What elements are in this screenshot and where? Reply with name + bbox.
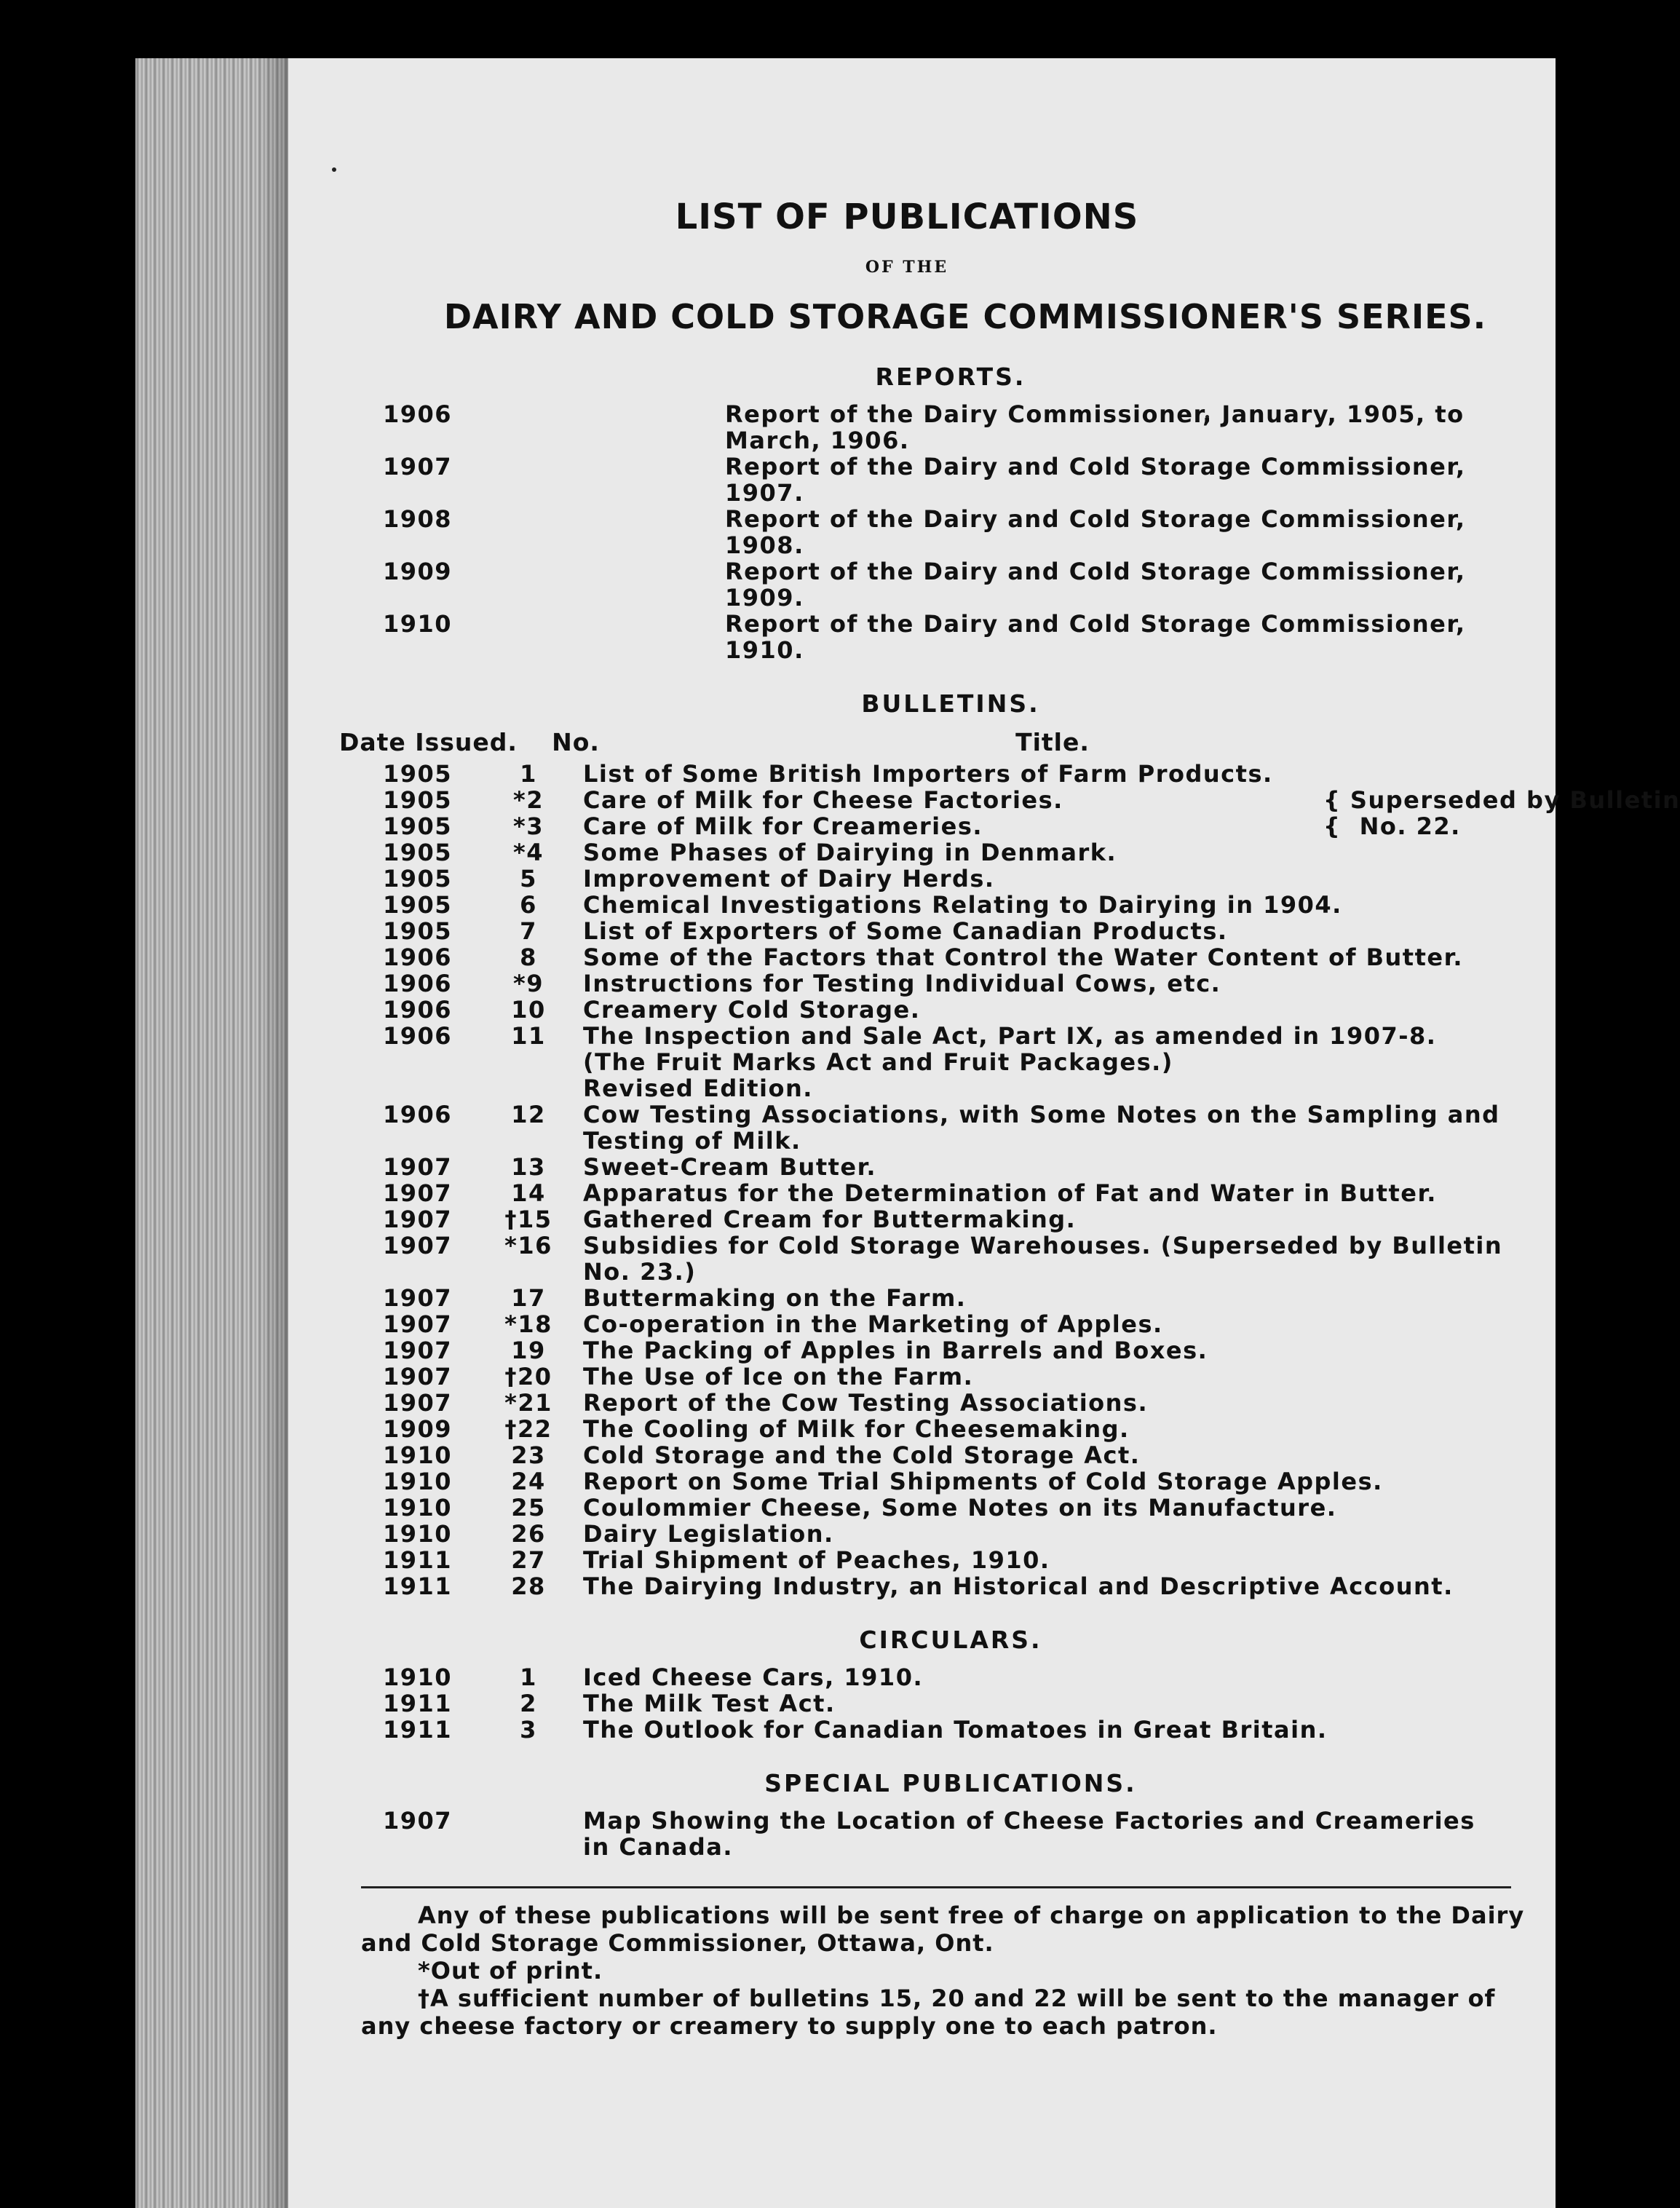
publication-row: [361, 1311, 1540, 1337]
bulletins-heading: BULLETINS.: [861, 689, 1040, 718]
publication-year: 1905: [382, 786, 453, 814]
publication-row: [361, 1101, 1540, 1154]
publication-number: 2: [520, 1690, 537, 1717]
publication-year: 1911: [382, 1572, 453, 1600]
publication-title: Report of the Dairy and Cold Storage Commissioner, 1908.: [725, 505, 1466, 559]
publication-title: The Cooling of Milk for Cheesemaking.: [583, 1415, 1130, 1443]
publication-title: Report of the Dairy and Cold Storage Commissioner, 1907.: [725, 453, 1466, 507]
publication-number: *9: [513, 970, 544, 997]
publication-year: 1910: [382, 1663, 453, 1691]
series-title: DAIRY AND COLD STORAGE COMMISSIONER'S SERIES.: [443, 297, 1487, 336]
publication-row: [361, 1416, 1540, 1442]
publication-year: 1911: [382, 1546, 453, 1574]
publication-title: Instructions for Testing Individual Cows, etc.: [583, 970, 1221, 997]
publication-row: [361, 611, 1540, 663]
publication-title: Iced Cheese Cars, 1910.: [583, 1663, 924, 1691]
publication-number: 7: [520, 917, 537, 945]
publication-number: †15: [504, 1206, 552, 1233]
publication-row: [361, 1364, 1540, 1390]
publication-row: [361, 1547, 1540, 1573]
publication-title: The Use of Ice on the Farm.: [583, 1363, 974, 1390]
publication-year: 1907: [382, 1179, 453, 1207]
publication-number: *3: [513, 812, 544, 840]
bulletins-list: [361, 760, 1680, 1600]
publication-row: [361, 454, 1540, 506]
publication-number: 3: [520, 1716, 537, 1744]
publication-title: Coulommier Cheese, Some Notes on its Manufacture.: [583, 1494, 1337, 1522]
publication-number: *18: [504, 1310, 552, 1338]
publication-number: 23: [511, 1441, 546, 1469]
publication-number: 25: [511, 1494, 546, 1522]
publication-year: 1907: [382, 453, 453, 480]
publication-row: [361, 558, 1540, 611]
publication-title: Subsidies for Cold Storage Warehouses. (Superseded by Bulletin No. 23.): [583, 1232, 1503, 1286]
publication-year: 1907: [382, 1310, 453, 1338]
book-binding-edge: [135, 58, 288, 2208]
publication-year: 1906: [382, 970, 453, 997]
publication-year: 1907: [382, 1363, 453, 1390]
publication-title: Dairy Legislation.: [583, 1520, 834, 1548]
publication-year: 1911: [382, 1716, 453, 1744]
publication-title: Care of Milk for Creameries.: [583, 812, 983, 840]
publication-number: 28: [511, 1572, 546, 1600]
publication-year: 1905: [382, 760, 453, 788]
publication-title: List of Exporters of Some Canadian Products.: [583, 917, 1228, 945]
publication-title: Trial Shipment of Peaches, 1910.: [583, 1546, 1050, 1574]
publication-number: 1: [520, 760, 537, 788]
publication-row: [361, 506, 1540, 558]
document-page: [135, 58, 1680, 2208]
publication-row: [361, 1573, 1540, 1599]
publication-year: 1909: [382, 1415, 453, 1443]
paper-speck: [332, 167, 336, 172]
publication-list: [339, 197, 1680, 2040]
publication-title: Report of the Dairy and Cold Storage Commissioner, 1910.: [725, 610, 1466, 664]
publication-year: 1905: [382, 812, 453, 840]
publication-title: Creamery Cold Storage.: [583, 996, 921, 1024]
publication-title: The Outlook for Canadian Tomatoes in Great Britain.: [583, 1716, 1328, 1744]
of-the-label: OF THE: [865, 258, 949, 277]
publication-title: Gathered Cream for Buttermaking.: [583, 1206, 1077, 1233]
publication-year: 1905: [382, 839, 453, 866]
publication-row: [361, 839, 1540, 866]
publication-row: [361, 1023, 1540, 1101]
publication-row: [361, 1717, 1540, 1743]
number-header: No.: [552, 728, 600, 756]
reports-list: [361, 401, 1540, 663]
publication-year: 1907: [382, 1807, 453, 1835]
publication-year: 1910: [382, 610, 453, 638]
publication-year: 1905: [382, 865, 453, 893]
out-of-print-note: *Out of print.: [418, 1957, 603, 1985]
publication-title: Co-operation in the Marketing of Apples.: [583, 1310, 1163, 1338]
reports-heading: REPORTS.: [875, 363, 1026, 391]
publication-year: 1906: [382, 1022, 453, 1050]
publication-row: [361, 1154, 1540, 1180]
publication-number: 27: [511, 1546, 546, 1574]
publication-row: [361, 1232, 1540, 1285]
publication-year: 1905: [382, 917, 453, 945]
publication-title: Chemical Investigations Relating to Dairying in 1904.: [583, 891, 1342, 919]
publication-title: Cold Storage and the Cold Storage Act.: [583, 1441, 1141, 1469]
publication-row: [361, 1690, 1540, 1717]
publication-number: [474, 1808, 583, 1860]
publication-year: 1908: [382, 505, 453, 533]
publication-year: 1910: [382, 1468, 453, 1495]
publication-row: [361, 1390, 1540, 1416]
publication-row: [361, 1442, 1540, 1468]
publication-number: 17: [511, 1284, 546, 1312]
publication-number: *2: [513, 786, 544, 814]
publication-row: [361, 944, 1540, 970]
publication-row: [361, 1664, 1540, 1690]
publication-title: Sweet-Cream Butter.: [583, 1153, 876, 1181]
publication-year: 1907: [382, 1284, 453, 1312]
publication-year: 1909: [382, 558, 453, 585]
publication-row: [361, 761, 1540, 787]
publication-year: 1905: [382, 891, 453, 919]
publication-title: Some Phases of Dairying in Denmark.: [583, 839, 1117, 866]
publication-number: 10: [511, 996, 546, 1024]
publication-row: [361, 918, 1540, 944]
publication-number: †22: [504, 1415, 552, 1443]
publication-number: †20: [504, 1363, 552, 1390]
free-of-charge-note: Any of these publications will be sent free of charge on application to the Dairy and Cold Storage Commissioner, Ottawa, Ont.: [361, 1902, 1525, 1957]
footnotes: [361, 1902, 1540, 2040]
publication-number: 24: [511, 1468, 546, 1495]
publication-title: Apparatus for the Determination of Fat and Water in Butter.: [583, 1179, 1437, 1207]
publication-title: The Milk Test Act.: [583, 1690, 836, 1717]
publication-number: 19: [511, 1337, 546, 1364]
publication-year: 1906: [382, 400, 453, 428]
publication-row: [361, 1206, 1540, 1232]
special-publications-heading: SPECIAL PUBLICATIONS.: [764, 1769, 1137, 1797]
publication-row: [361, 1180, 1540, 1206]
publication-year: 1910: [382, 1494, 453, 1522]
publication-row: [361, 1495, 1540, 1521]
circulars-heading: CIRCULARS.: [859, 1626, 1042, 1654]
publication-row: [361, 1285, 1540, 1311]
publication-title: Care of Milk for Cheese Factories.: [583, 786, 1063, 814]
publication-number: *16: [504, 1232, 552, 1259]
publication-year: 1906: [382, 996, 453, 1024]
publication-title: Cow Testing Associations, with Some Notes on the Sampling and Testing of Milk.: [583, 1101, 1500, 1155]
publication-year: 1907: [382, 1206, 453, 1233]
publication-number: 11: [511, 1022, 546, 1050]
publication-title: The Inspection and Sale Act, Part IX, as amended in 1907-8. (The Fruit Marks Act and Fruit Packages.) Revised Edition.: [583, 1022, 1437, 1102]
publication-year: 1910: [382, 1441, 453, 1469]
superseded-note: { Superseded by Bulletin { No. 22.: [1323, 786, 1680, 840]
publication-number: 26: [511, 1520, 546, 1548]
publication-row: [361, 1808, 1540, 1860]
publication-year: 1911: [382, 1690, 453, 1717]
publication-title: The Dairying Industry, an Historical and Descriptive Account.: [583, 1572, 1454, 1600]
publication-row: [361, 892, 1540, 918]
publication-row: [361, 970, 1540, 997]
publication-number: *4: [513, 839, 544, 866]
publication-row: [361, 1468, 1540, 1495]
publication-number: 1: [520, 1663, 537, 1691]
publication-year: 1907: [382, 1389, 453, 1417]
publication-row: [361, 997, 1540, 1023]
publication-title: Report of the Cow Testing Associations.: [583, 1389, 1149, 1417]
publication-year: 1907: [382, 1337, 453, 1364]
publication-title: Some of the Factors that Control the Water Content of Butter.: [583, 943, 1463, 971]
publication-year: 1907: [382, 1153, 453, 1181]
publication-title: Report on Some Trial Shipments of Cold Storage Apples.: [583, 1468, 1383, 1495]
publication-row: [361, 1521, 1540, 1547]
publication-number: *21: [504, 1389, 552, 1417]
publication-title: List of Some British Importers of Farm Products.: [583, 760, 1273, 788]
publication-title: Map Showing the Location of Cheese Factories and Creameries in Canada.: [583, 1807, 1475, 1861]
divider: [361, 1886, 1511, 1888]
publication-number: 6: [520, 891, 537, 919]
publication-number: 5: [520, 865, 537, 893]
publication-year: 1906: [382, 1101, 453, 1128]
publication-number: 14: [511, 1179, 546, 1207]
publication-number: 13: [511, 1153, 546, 1181]
publication-row: [361, 866, 1540, 892]
publication-number: 8: [520, 943, 537, 971]
publication-title: The Packing of Apples in Barrels and Boxes.: [583, 1337, 1208, 1364]
special-publications-list: [361, 1808, 1540, 1860]
publication-row: [361, 401, 1540, 454]
publication-year: 1907: [382, 1232, 453, 1259]
circulars-list: [361, 1664, 1540, 1743]
page-title: LIST OF PUBLICATIONS: [675, 197, 1139, 237]
publication-title: Buttermaking on the Farm.: [583, 1284, 967, 1312]
publication-title: Report of the Dairy and Cold Storage Commissioner, 1909.: [725, 558, 1466, 612]
publication-title: Report of the Dairy Commissioner, January, 1905, to March, 1906.: [725, 400, 1465, 454]
publication-number: 12: [511, 1101, 546, 1128]
publication-row: [361, 1337, 1540, 1364]
publication-year: 1910: [382, 1520, 453, 1548]
date-issued-header: Date Issued.: [339, 728, 518, 756]
title-header: Title.: [1015, 728, 1090, 756]
dagger-note: †A sufficient number of bulletins 15, 20 and 22 will be sent to the manager of any cheese factory or creamery to supply one to each patron.: [361, 1985, 1496, 2040]
bulletins-column-headers: [339, 728, 1540, 756]
publication-title: Improvement of Dairy Herds.: [583, 865, 995, 893]
publication-year: 1906: [382, 943, 453, 971]
